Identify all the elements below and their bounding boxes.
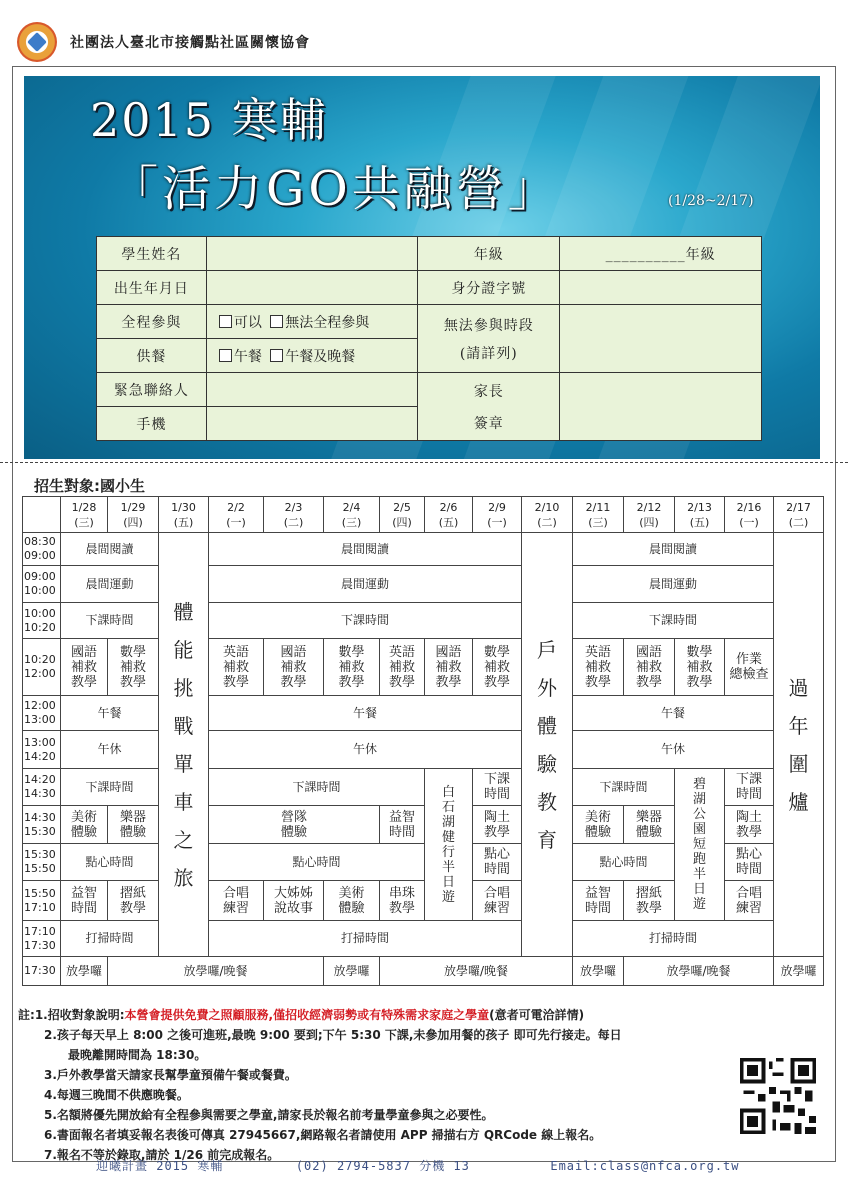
checkbox-cannot[interactable] — [270, 315, 283, 328]
weekday-label: (一) — [487, 515, 507, 529]
activity-english: 英語 補救 教學 — [209, 639, 264, 696]
weekday-label: (五) — [689, 515, 710, 529]
option-lunch-label: 午餐 — [233, 348, 262, 365]
date-label: 1/29 — [120, 500, 146, 514]
weekday-label: (四) — [639, 515, 659, 529]
activity-lunch: 午餐 — [573, 696, 774, 731]
date-label: 2/16 — [736, 500, 762, 514]
activity-break: 下課時間 — [209, 769, 425, 806]
date-label: 1/28 — [71, 500, 97, 514]
org-name: 社團法人臺北市接觸點社區關懷協會 — [70, 35, 310, 51]
activity-cleanup: 打掃時間 — [573, 921, 774, 957]
schedule-table — [22, 496, 824, 986]
note-7: 7.報名不等於錄取,請於 1/26 前完成報名。 — [44, 1148, 280, 1162]
activity-snack: 點心時間 — [573, 844, 675, 881]
date-header — [522, 497, 573, 533]
activity-choir: 合唱 練習 — [725, 881, 774, 921]
event-outdoor-text: 戶 外 體 驗 教 育 — [537, 637, 557, 852]
date-label: 2/10 — [534, 500, 560, 514]
sign-text: 簽章 — [473, 415, 504, 432]
id-number-field[interactable] — [560, 271, 762, 305]
weekday-label: (一) — [226, 515, 246, 529]
birth-date-field[interactable] — [206, 271, 418, 305]
enrollment-target: 招生對象:國小生 — [34, 477, 145, 495]
note-2-continued: 最晚離開時間為 18:30。 — [68, 1048, 207, 1062]
activity-art: 美術 體驗 — [324, 881, 380, 921]
notes-section — [18, 1005, 622, 1165]
parent-sign-field[interactable] — [560, 373, 762, 441]
emergency-contact-field[interactable] — [206, 373, 418, 407]
weekday-label: (四) — [392, 515, 412, 529]
footer-plan: 迎曦計畫 2015 寒輔 — [96, 1159, 224, 1173]
option-lunch-dinner-label: 午餐及晚餐 — [285, 348, 356, 365]
date-header — [108, 497, 159, 533]
date-header — [573, 497, 624, 533]
activity-snack: 點心時間 — [209, 844, 425, 881]
note-6: 6.書面報名者填妥報名表後可傳真 27945667,網路報名者請使用 APP 掃描右方 QRCode 線上報名。 — [44, 1128, 602, 1142]
student-name-field[interactable] — [206, 237, 418, 271]
note-1 — [18, 1005, 622, 1025]
footer — [96, 1157, 740, 1174]
footer-phone: (02) 2794-5837 分機 13 — [295, 1159, 470, 1173]
activity-morning-exercise: 晨間運動 — [209, 566, 522, 603]
banner-title-year: 2015 寒輔 — [90, 93, 328, 147]
activity-break: 下課時間 — [725, 769, 774, 806]
note-5: 5.名額將優先開放給有全程參與需要之學童,請家長於報名前考量學童參與之必要性。 — [44, 1108, 494, 1122]
date-label: 2/17 — [786, 500, 811, 514]
activity-pottery: 陶土 教學 — [725, 806, 774, 844]
activity-break: 下課時間 — [573, 769, 675, 806]
activity-snack: 點心時間 — [61, 844, 159, 881]
unable-period-field[interactable] — [560, 305, 762, 373]
weekday-label: (五) — [173, 515, 194, 529]
weekday-label: (三) — [74, 515, 94, 529]
checkbox-lunch[interactable] — [219, 349, 232, 362]
activity-break: 下課時間 — [209, 603, 522, 639]
activity-break: 下課時間 — [473, 769, 522, 806]
option-cannot-label: 無法全程參與 — [285, 314, 370, 331]
mobile-field[interactable] — [206, 407, 418, 441]
note-2: 2.孩子每天早上 8:00 之後可進班,最晚 9:00 要到;下午 5:30 下課,未參加用餐的孩子 即可先行接走。每日 — [44, 1028, 622, 1042]
activity-art: 美術 體驗 — [61, 806, 108, 844]
event-new-year-text: 過 年 圍 爐 — [788, 675, 809, 814]
event-new-year — [774, 533, 824, 957]
date-label: 2/3 — [284, 500, 303, 514]
weekday-label: (五) — [438, 515, 459, 529]
activity-storytelling: 大姊姊 說故事 — [264, 881, 324, 921]
notes-label: 註: — [18, 1008, 35, 1022]
activity-leave-dinner: 放學囉/晚餐 — [624, 957, 774, 986]
weekday-label: (二) — [283, 515, 304, 529]
note-4: 4.每週三晚間不供應晚餐。 — [44, 1088, 189, 1102]
banner-title-camp: 「活力GO共融營」 — [110, 161, 560, 217]
activity-leave: 放學囉 — [324, 957, 380, 986]
option-can-label: 可以 — [233, 314, 262, 331]
note-1-highlight: 本營會提供免費之照顧服務,僅招收經濟弱勢或有特殊需求家庭之學童 — [124, 1008, 490, 1022]
activity-english: 英語 補救 教學 — [380, 639, 425, 696]
activity-chinese: 國語 補救 教學 — [264, 639, 324, 696]
date-label: 2/13 — [687, 500, 712, 514]
note-1-suffix: (意者可電洽詳情) — [489, 1008, 585, 1022]
unable-period-text: 無法參與時段 — [443, 317, 534, 334]
time-cell: 14:20 14:30 — [23, 769, 61, 806]
activity-morning-exercise: 晨間運動 — [61, 566, 159, 603]
banner-dates: (1/28~2/17) — [668, 193, 754, 209]
activity-puzzle: 益智 時間 — [380, 806, 425, 844]
date-header — [324, 497, 380, 533]
date-header — [264, 497, 324, 533]
date-label: 2/9 — [488, 500, 506, 514]
parent-text: 家長 — [473, 383, 504, 400]
org-logo — [17, 22, 57, 62]
grade-field[interactable]: __________年級 — [560, 237, 762, 271]
date-header — [473, 497, 522, 533]
time-cell: 10:00 10:20 — [23, 603, 61, 639]
date-label: 2/2 — [227, 500, 245, 514]
activity-origami: 摺紙 教學 — [624, 881, 675, 921]
emergency-contact-label: 緊急聯絡人 — [97, 373, 207, 407]
event-bihu-run: 碧湖公園短跑半日遊 — [675, 769, 725, 921]
activity-nap: 午休 — [573, 731, 774, 769]
activity-morning-exercise: 晨間運動 — [573, 566, 774, 603]
activity-music: 樂器 體驗 — [108, 806, 159, 844]
birth-date-label: 出生年月日 — [97, 271, 207, 305]
note-3: 3.戶外教學當天請家長幫學童預備午餐或餐費。 — [44, 1068, 297, 1082]
student-name-label: 學生姓名 — [97, 237, 207, 271]
time-cell: 15:30 15:50 — [23, 844, 61, 881]
event-outdoor — [522, 533, 573, 957]
date-header — [425, 497, 473, 533]
meals-label: 供餐 — [97, 339, 207, 373]
activity-cleanup: 打掃時間 — [61, 921, 159, 957]
time-cell: 15:50 17:10 — [23, 881, 61, 921]
checkbox-can[interactable] — [219, 315, 232, 328]
full-participation-label: 全程參與 — [97, 305, 207, 339]
weekday-label: (二) — [537, 515, 557, 529]
activity-chinese: 國語 補救 教學 — [624, 639, 675, 696]
mobile-label: 手機 — [97, 407, 207, 441]
date-label: 1/30 — [171, 500, 196, 514]
activity-morning-reading: 晨間閱讀 — [209, 533, 522, 566]
time-cell: 17:30 — [23, 957, 61, 986]
activity-nap: 午休 — [61, 731, 159, 769]
event-bike-trip — [159, 533, 209, 957]
note-1-prefix: 1.招收對象說明: — [34, 1008, 125, 1022]
weekday-label: (三) — [588, 515, 608, 529]
weekday-label: (三) — [341, 515, 362, 529]
activity-choir: 合唱 練習 — [473, 881, 522, 921]
time-cell: 13:00 14:20 — [23, 731, 61, 769]
activity-leave-dinner: 放學囉/晚餐 — [108, 957, 324, 986]
registration-form — [96, 236, 762, 441]
checkbox-lunch-dinner[interactable] — [270, 349, 283, 362]
date-header — [209, 497, 264, 533]
activity-nap: 午休 — [209, 731, 522, 769]
event-bike-trip-text: 體 能 挑 戰 單 車 之 旅 — [173, 599, 194, 890]
activity-origami: 摺紙 教學 — [108, 881, 159, 921]
date-label: 2/5 — [393, 500, 411, 514]
activity-cleanup: 打掃時間 — [209, 921, 522, 957]
activity-english: 英語 補救 教學 — [573, 639, 624, 696]
weekday-label: (四) — [123, 515, 143, 529]
parent-sign-label — [418, 373, 560, 441]
date-header — [624, 497, 675, 533]
event-baishi-hike: 白石湖健行半日遊 — [425, 769, 473, 921]
activity-math: 數學 補救 教學 — [473, 639, 522, 696]
activity-beads: 串珠 教學 — [380, 881, 425, 921]
activity-art: 美術 體驗 — [573, 806, 624, 844]
grade-label: 年級 — [418, 237, 560, 271]
activity-lunch: 午餐 — [209, 696, 522, 731]
date-header — [725, 497, 774, 533]
date-header — [61, 497, 108, 533]
date-label: 2/11 — [585, 500, 611, 514]
activity-math: 數學 補救 教學 — [108, 639, 159, 696]
weekday-label: (二) — [788, 515, 809, 529]
activity-math: 數學 補救 教學 — [324, 639, 380, 696]
weekday-label: (一) — [739, 515, 759, 529]
activity-morning-reading: 晨間閱讀 — [573, 533, 774, 566]
date-header — [159, 497, 209, 533]
activity-leave: 放學囉 — [774, 957, 824, 986]
activity-chinese: 國語 補救 教學 — [425, 639, 473, 696]
activity-choir: 合唱 練習 — [209, 881, 264, 921]
time-cell: 17:10 17:30 — [23, 921, 61, 957]
time-cell: 12:00 13:00 — [23, 696, 61, 731]
date-header — [675, 497, 725, 533]
activity-break: 下課時間 — [573, 603, 774, 639]
date-header — [774, 497, 824, 533]
activity-break: 下課時間 — [61, 603, 159, 639]
cut-line — [0, 462, 848, 463]
time-cell: 10:20 12:00 — [23, 639, 61, 696]
date-header-row — [23, 497, 824, 533]
full-participation-options — [206, 305, 418, 339]
time-cell: 14:30 15:30 — [23, 806, 61, 844]
date-label: 2/6 — [439, 500, 458, 514]
activity-lunch: 午餐 — [61, 696, 159, 731]
activity-break: 下課時間 — [61, 769, 159, 806]
activity-leave: 放學囉 — [573, 957, 624, 986]
date-label: 2/12 — [636, 500, 662, 514]
id-number-label: 身分證字號 — [418, 271, 560, 305]
unable-period-label — [418, 305, 560, 373]
date-label: 2/4 — [342, 500, 361, 514]
activity-morning-reading: 晨間閱讀 — [61, 533, 159, 566]
activity-puzzle: 益智 時間 — [573, 881, 624, 921]
activity-snack: 點心 時間 — [725, 844, 774, 881]
activity-leave-dinner: 放學囉/晚餐 — [380, 957, 573, 986]
time-cell: 09:00 10:00 — [23, 566, 61, 603]
date-header — [380, 497, 425, 533]
activity-snack: 點心 時間 — [473, 844, 522, 881]
activity-math: 數學 補救 教學 — [675, 639, 725, 696]
time-cell: 08:30 09:00 — [23, 533, 61, 566]
footer-email[interactable]: Email:class@nfca.org.tw — [550, 1159, 740, 1173]
activity-leave: 放學囉 — [61, 957, 108, 986]
activity-puzzle: 益智 時間 — [61, 881, 108, 921]
qr-code[interactable] — [740, 1058, 816, 1134]
activity-pottery: 陶土 教學 — [473, 806, 522, 844]
activity-scout: 營隊 體驗 — [209, 806, 380, 844]
meals-options — [206, 339, 418, 373]
corner-cell — [23, 497, 61, 533]
activity-music: 樂器 體驗 — [624, 806, 675, 844]
activity-chinese: 國語 補救 教學 — [61, 639, 108, 696]
activity-homework: 作業 總檢查 — [725, 639, 774, 696]
see-below-text: (請詳列) — [459, 345, 518, 362]
